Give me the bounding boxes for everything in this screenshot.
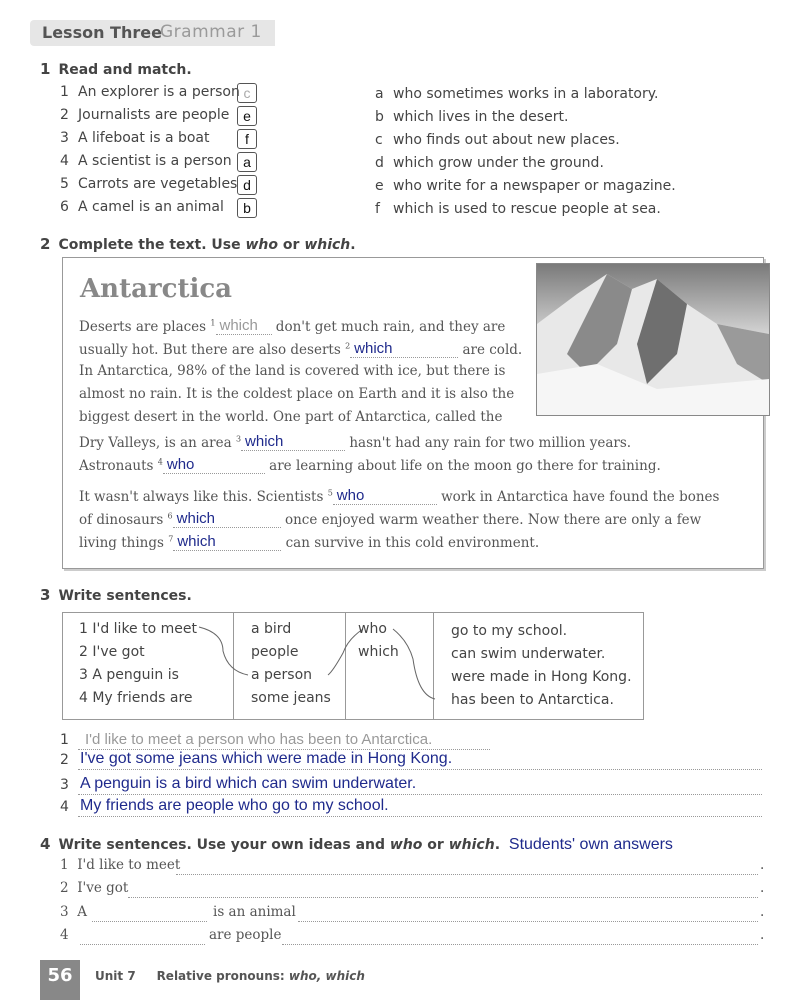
handwritten-answer: I've got some jeans which were made in Hong Kong. (80, 750, 453, 767)
table-cell-pronoun: which (358, 644, 399, 660)
ex3-title: 3 Write sentences. (40, 586, 192, 604)
ex1-item-number: 6 (60, 199, 69, 215)
write-line[interactable] (176, 874, 758, 875)
ex1-item-text: An explorer is a person (78, 84, 240, 100)
ex1-title: 1 Read and match. (40, 60, 192, 78)
ex1-option-letter: f (375, 201, 380, 217)
page-number: 56 (40, 960, 80, 1000)
ex1-answer-box[interactable]: b (237, 198, 257, 218)
ex1-option-text: which is used to rescue people at sea. (393, 201, 661, 217)
write-line[interactable] (92, 921, 207, 922)
footer-unit: Unit 7 Relative pronouns: who, which (95, 969, 365, 983)
write-line[interactable] (282, 944, 758, 945)
ex1-item-number: 5 (60, 176, 69, 192)
table-cell-noun: a bird (251, 621, 292, 637)
passage-line: Astronauts $^4$ who are learning about life on the moon go there for training. (79, 456, 661, 474)
ex1-option-letter: b (375, 109, 384, 125)
table-cell-noun: some jeans (251, 690, 331, 706)
passage-line: It wasn't always like this. Scientists $^5$ who work in Antarctica have found the bones (79, 487, 720, 505)
passage-line: usually hot. But there are also deserts $^2$ which are cold. (79, 340, 523, 358)
ex4-item-4: 4 (60, 927, 69, 943)
ex4-item-2: 2 I've got (60, 880, 129, 896)
ex1-option-letter: e (375, 178, 384, 194)
handwritten-answer: A penguin is a bird which can swim underwater. (80, 775, 417, 792)
table-cell-subject: 3 A penguin is (79, 667, 179, 683)
ex2-title: 2 Complete the text. Use who or which. (40, 235, 356, 253)
passage-line: Dry Valleys, is an area $^3$ which hasn't had any rain for two million years. (79, 433, 632, 451)
ex4-item-3: 3 A (60, 904, 87, 920)
write-line[interactable] (80, 944, 205, 945)
answer-4: who (166, 456, 195, 473)
ex1-option-letter: a (375, 86, 384, 102)
handwritten-answer: I'd like to meet a person who has been to Antarctica. (85, 731, 433, 748)
write-line[interactable] (128, 897, 758, 898)
ex1-option-text: which lives in the desert. (393, 109, 569, 125)
write-line[interactable] (298, 921, 758, 922)
table-cell-ending: has been to Antarctica. (451, 692, 614, 708)
handwritten-answer: My friends are people who go to my school. (80, 797, 389, 814)
passage-line: of dinosaurs $^6$ which once enjoyed warm weather there. Now there are only a few (79, 510, 702, 528)
table-cell-noun: a person (251, 667, 313, 683)
answer-line[interactable] (78, 769, 762, 770)
passage-line: living things $^7$ which can survive in this cold environment. (79, 533, 540, 551)
table-cell-subject: 2 I've got (79, 644, 145, 660)
ex1-answer-box[interactable]: c (237, 83, 257, 103)
ex1-option-letter: c (375, 132, 383, 148)
ex1-answer-box[interactable]: d (237, 175, 257, 195)
passage-line: almost no rain. It is the coldest place on Earth and it is also the (79, 386, 515, 402)
table-cell-subject: 1 I'd like to meet (79, 621, 197, 637)
table-cell-noun: people (251, 644, 299, 660)
answer-line-number: 2 (60, 752, 69, 768)
ex4-title: 4 Write sentences. Use your own ideas and who or which. Students' own answers (40, 835, 673, 853)
ex1-item-number: 3 (60, 130, 69, 146)
ex1-item-number: 4 (60, 153, 69, 169)
ex1-item-text: A scientist is a person (78, 153, 232, 169)
passage-line: In Antarctica, 98% of the land is covered with ice, but there is (79, 363, 506, 379)
ex1-answer-box[interactable]: a (237, 152, 257, 172)
section-label: Grammar 1 (160, 22, 262, 42)
ex1-option-text: which grow under the ground. (393, 155, 604, 171)
passage-line: biggest desert in the world. One part of Antarctica, called the (79, 409, 503, 425)
answer-1: which (219, 317, 258, 334)
table-cell-ending: were made in Hong Kong. (451, 669, 632, 685)
table-cell-ending: go to my school. (451, 623, 568, 639)
answer-line[interactable] (78, 816, 762, 817)
antarctica-mountain-photo (536, 263, 770, 416)
ex1-answer-box[interactable]: f (237, 129, 257, 149)
ex1-option-text: who write for a newspaper or magazine. (393, 178, 676, 194)
table-cell-ending: can swim underwater. (451, 646, 606, 662)
answer-3: which (245, 433, 284, 450)
ex1-item-number: 2 (60, 107, 69, 123)
sentence-table (62, 612, 644, 720)
ex1-item-text: Carrots are vegetables (78, 176, 238, 192)
ex1-option-letter: d (375, 155, 384, 171)
ex1-item-text: A camel is an animal (78, 199, 224, 215)
answer-5: who (336, 487, 365, 504)
ex1-item-text: Journalists are people (78, 107, 230, 123)
answer-line-number: 1 (60, 732, 69, 748)
answer-2: which (354, 340, 393, 357)
answer-line[interactable] (78, 794, 762, 795)
ex4-item-1: 1 I'd like to meet (60, 857, 181, 873)
lesson-header (30, 20, 275, 46)
passage-line: Deserts are places $^1$ which don't get much rain, and they are (79, 317, 506, 335)
ex1-option-text: who finds out about new places. (393, 132, 620, 148)
ex1-option-text: who sometimes works in a laboratory. (393, 86, 659, 102)
ex1-item-number: 1 (60, 84, 69, 100)
ex1-answer-box[interactable]: e (237, 106, 257, 126)
mountain-illustration (537, 264, 769, 415)
answer-7: which (177, 533, 216, 550)
ex1-item-text: A lifeboat is a boat (78, 130, 210, 146)
table-cell-pronoun: who (358, 621, 387, 637)
lesson-label: Lesson Three (42, 23, 162, 42)
answer-6: which (176, 510, 215, 527)
answer-line-number: 4 (60, 799, 69, 815)
students-own-answers-note: Students' own answers (508, 836, 673, 853)
antarctica-title: Antarctica (80, 274, 233, 304)
table-cell-subject: 4 My friends are (79, 690, 193, 706)
answer-line-number: 3 (60, 777, 69, 793)
